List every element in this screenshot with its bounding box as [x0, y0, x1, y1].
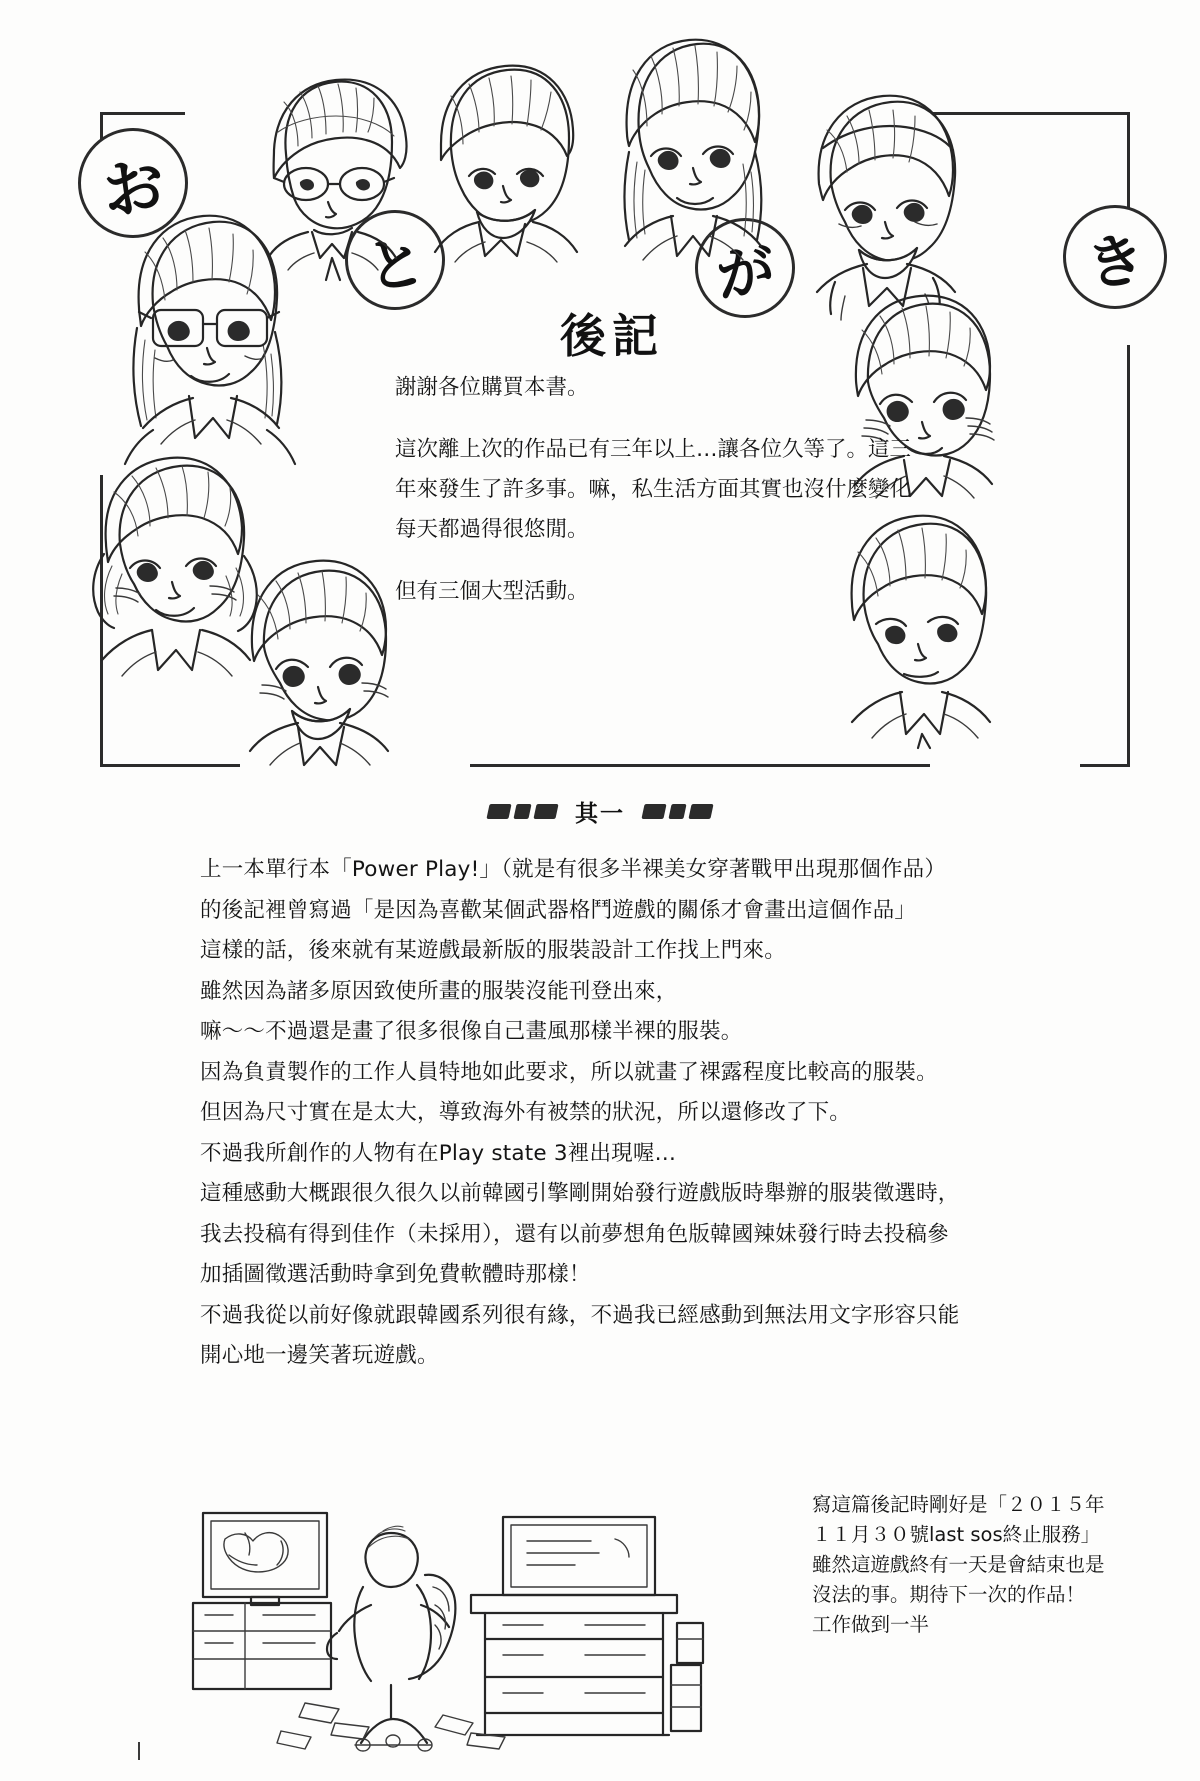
divider-block [668, 804, 686, 819]
body-line: 的後記裡曾寫過「是因為喜歡某個武器格鬥遊戲的關係才會畫出這個作品」 [200, 897, 917, 923]
frame-notch-bottom-right [930, 752, 1080, 782]
intro-paragraph-3: 但有三個大型活動。 [395, 579, 589, 604]
divider-blocks-left [488, 804, 557, 819]
divider-block [486, 804, 511, 819]
kana-bubble-ki [1063, 205, 1167, 309]
kana-bubble-to-label: と [362, 227, 430, 303]
kana-bubble-o-label: お [97, 147, 170, 229]
body-line: 雖然因為諸多原因致使所畫的服裝沒能刊登出來， [200, 978, 678, 1004]
bottom-note-line: 工作做到一半 [812, 1613, 930, 1636]
page-title: 後記 [560, 309, 664, 363]
intro-text [395, 368, 915, 612]
body-line: 上一本單行本「Power Play!」（就是有很多半裸美女穿著戰甲出現那個作品） [200, 857, 947, 882]
body-line: 我去投稿有得到佳作（未採用），還有以前夢想角色版韓國辣妹發行時去投稿參 [200, 1221, 949, 1247]
body-line: 因為負責製作的工作人員特地如此要求，所以就畫了裸露程度比較高的服裝。 [200, 1059, 938, 1085]
body-line: 不過我所創作的人物有在Play state 3裡出現喔… [200, 1140, 677, 1166]
body-line: 加插圖徵選活動時拿到免費軟體時那樣！ [200, 1262, 591, 1287]
bottom-note-line: １１月３０號last sos終止服務」 [812, 1523, 1101, 1546]
body-line: 這樣的話，後來就有某遊戲最新版的服裝設計工作找上門來。 [200, 938, 786, 963]
body-line: 開心地一邊笑著玩遊戲。 [200, 1343, 439, 1368]
divider-block [533, 804, 558, 819]
bottom-note-line: 雖然這遊戲終有一天是會結束也是 [812, 1553, 1105, 1576]
bottom-note [812, 1490, 1142, 1640]
desk-scene-illustration [185, 1455, 705, 1755]
portrait-glasses-girl [95, 198, 325, 478]
body-line: 嘛～～不過還是畫了很多很像自己畫風那樣半裸的服裝。 [200, 1019, 743, 1044]
bottom-note-line: 沒法的事。期待下一次的作品！ [812, 1583, 1086, 1606]
divider-label: 其一 [575, 801, 625, 827]
divider-block [641, 804, 666, 819]
portrait-smiling-boy [405, 52, 610, 267]
divider-block [688, 804, 713, 819]
page-corner-mark [138, 1742, 140, 1760]
bottom-note-line: 寫這篇後記時剛好是「２０１５年 [812, 1493, 1105, 1516]
intro-paragraph-2: 這次離上次的作品已有三年以上…讓各位久等了。這三年來發生了許多事。嘛，私生活方面其實也沒什麼變化每天都過得很悠閒。 [395, 437, 912, 542]
body-line: 但因為尺寸實在是太大，導致海外有被禁的狀況，所以還修改了下。 [200, 1100, 852, 1125]
divider-blocks-right [643, 804, 712, 819]
body-text [200, 850, 1040, 1377]
kana-bubble-ki-label: き [1082, 224, 1150, 300]
portrait-longhair-girl [585, 22, 800, 277]
kana-bubble-ga-label: が [712, 235, 780, 311]
section-divider [0, 795, 1200, 828]
body-line: 不過我從以前好像就跟韓國系列很有緣，不過我已經感動到無法用文字形容只能 [200, 1302, 960, 1328]
body-line: 這種感動大概跟很久很久以前韓國引擎剛開始發行遊戲版時舉辦的服裝徵選時， [200, 1181, 960, 1206]
intro-paragraph-1: 謝謝各位購買本書。 [395, 375, 589, 400]
divider-block [513, 804, 531, 819]
